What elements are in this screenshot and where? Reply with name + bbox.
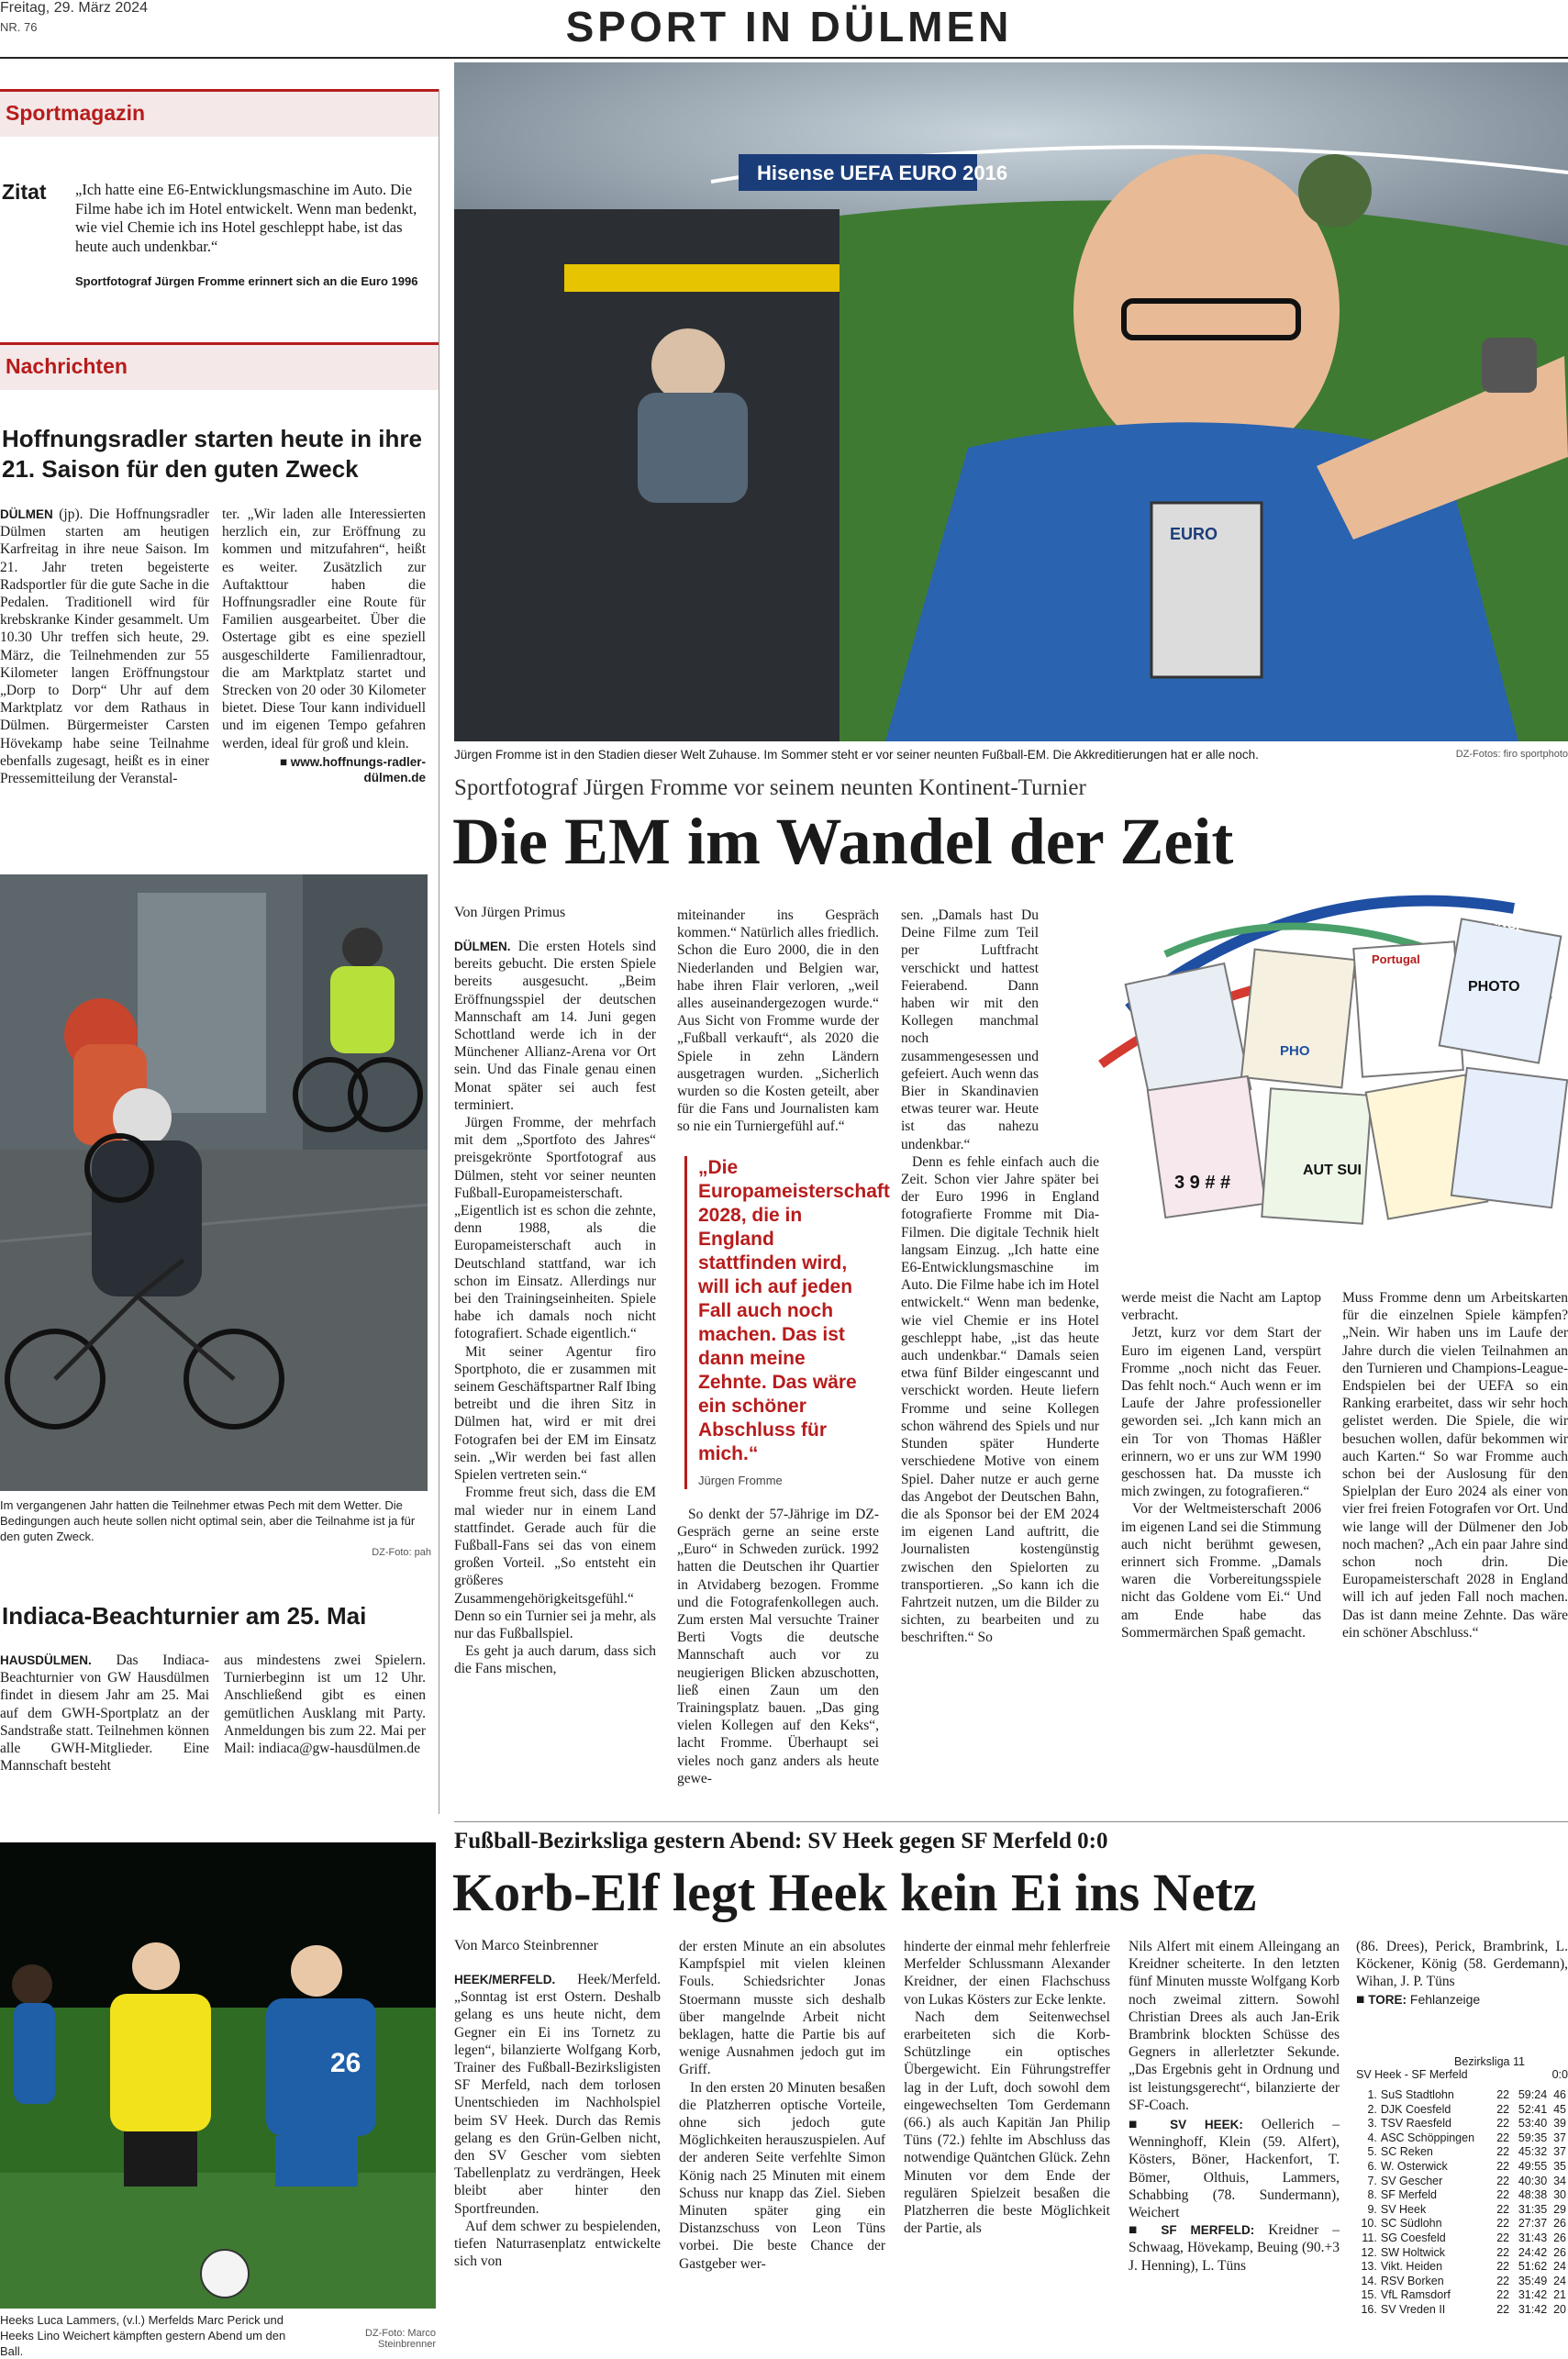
- em-text4c: Vor der Weltmeisterschaft 2006 im eigenen Land sei die Stimmung auch nicht berühmt gewesen, erinnert sich Fromme. „Damals waren die Vorbereitungsspiele nicht das Goldene vom Ei.“ Und am Ende habe das Sommermärchen Spaß gemacht.: [1121, 1501, 1321, 1641]
- standings-table: [1356, 2088, 1568, 2318]
- standings-team: TSV Raesfeld: [1380, 2117, 1451, 2131]
- standings-pos: 2.: [1367, 2102, 1377, 2116]
- standings-games: 22: [1496, 2231, 1510, 2244]
- standings-games: 22: [1496, 2245, 1510, 2259]
- standings-team: W. Osterwick: [1380, 2159, 1448, 2173]
- table-row: [1356, 2260, 1568, 2275]
- standings-team: DJK Coesfeld: [1380, 2102, 1451, 2116]
- standings-pts: 29: [1553, 2202, 1566, 2216]
- table-row: [1356, 2088, 1568, 2103]
- heek-dateline: HEEK/MERFELD.: [454, 1973, 556, 1986]
- standings-pos: 1.: [1367, 2088, 1377, 2101]
- soccer-photo: [0, 1842, 436, 2309]
- pull-quote-attribution: Jürgen Fromme: [698, 1473, 783, 1487]
- standings-pts: 26: [1553, 2231, 1566, 2244]
- standings-goals: 59:24: [1518, 2088, 1548, 2101]
- standings-goals: 48:38: [1518, 2188, 1548, 2202]
- pull-quote: „Die Europameisterschaft 2028, die in England stattfinden wird, will ich auf jeden Fall auch noch machen. Das ist dann meine Zehnte. Das wäre ein schöner Abschluss für mich.“: [698, 1156, 890, 1464]
- em-col3: [901, 907, 1099, 1647]
- indiaca-text2: aus mindestens zwei Spielern. Turnierbeginn ist um 12 Uhr. Anschließend gibt es einen gemütlichen Ausklang mit Party. Anmeldungen bis zum 22. Mai per Mail: indiaca@gw-hausdülmen.de: [224, 1652, 426, 1757]
- standings-pts: 45: [1553, 2102, 1566, 2116]
- lineup-heek-lead: SV HEEK:: [1170, 2118, 1243, 2132]
- em-text5: Muss Fromme denn um Arbeitskarten für die einzelnen Spiele kämpfen? „Nein. Wir haben uns im Laufe der Jahre durch die vielen Teilnahmen an den Turnieren und Champions-League-Endspielen bei der UEFA so ein Ranking erarbeitet, dass wir sehr hoch gelistet werden. Die Spiele, die wir besuchen wollen, dafür bekommen wir auch Karten.“ So war Fromme auch schon bei der Auslosung für den Spielplan der Euro 2024 als einer von vier frei freien Fotografen vor Ort. Und wie lange will der Dülmener den Job noch machen? „Ach ein paar Jahre sind schon noch drin. Die Europameisterschaft 2028 in England will ich auf jeden Fall noch machen. Das ist dann meine Zehnte. Das wäre ein schöner Abschluss.“: [1342, 1290, 1568, 1641]
- standings-team: SV Gescher: [1380, 2174, 1443, 2187]
- heek-text2: der ersten Minute an ein absolutes Kampfspiel mit vielen kleinen Fouls. Schiedsrichter Jonas Stoermann musste sich deshalb über mangelnde Arbeit nicht beklagen, hatte die Partie bis auf wenige Ausnahmen jedoch gut im Griff.: [679, 1939, 885, 2078]
- standings-team: VfL Ramsdorf: [1380, 2288, 1451, 2302]
- zitat-attribution: Sportfotograf Jürgen Fromme erinnert sich an die Euro 1996: [75, 274, 418, 288]
- standings-pts: 20: [1553, 2302, 1566, 2316]
- standings-match: SV Heek - SF Merfeld: [1356, 2068, 1468, 2081]
- heek-col2: [679, 1938, 885, 2273]
- standings-team: SC Südlohn: [1380, 2217, 1442, 2231]
- standings-games: 22: [1496, 2174, 1510, 2187]
- stadium-credit: DZ-Fotos: firo sportphoto: [1455, 749, 1568, 760]
- standings-team: RSV Borken: [1380, 2274, 1444, 2287]
- standings-team: SG Coesfeld: [1380, 2231, 1446, 2244]
- em-text4a: werde meist die Nacht am Laptop verbracht.: [1121, 1290, 1321, 1324]
- accreditations-illustration: [1083, 872, 1568, 1285]
- standings-pts: 24: [1553, 2274, 1566, 2287]
- masthead-date: Freitag, 29. März 2024: [0, 0, 148, 16]
- stadium-caption: Jürgen Fromme ist in den Stadien dieser Welt Zuhause. Im Sommer steht er vor seiner neunten Fußball-EM. Die Akkreditierungen hat er alle noch.: [454, 748, 1259, 762]
- zitat-label: Zitat: [2, 180, 47, 204]
- standings-games: 22: [1496, 2102, 1510, 2116]
- heek-text1b: Auf dem schwer zu bespielenden, tiefen Naturrasenplatz entwickelte sich von: [454, 2218, 661, 2270]
- standings-pts: 37: [1553, 2145, 1566, 2159]
- zitat-quote: „Ich hatte eine E6-Entwicklungsmaschine im Auto. Die Filme habe ich im Hotel entwickelt. Wenn man bedenkt, wie viel Chemie ich ins Hotel geschleppt habe, ist das heute auch undenkbar.“: [75, 181, 417, 255]
- table-row: [1356, 2275, 1568, 2289]
- standings-games: 22: [1496, 2188, 1510, 2202]
- standings-team: ASC Schöppingen: [1380, 2131, 1475, 2144]
- standings-pts: 35: [1553, 2159, 1566, 2173]
- accreditations-photo: [1083, 872, 1568, 1285]
- em-byline: Von Jürgen Primus: [454, 905, 566, 920]
- standings-pts: 39: [1553, 2117, 1566, 2131]
- standings-pts: 34: [1553, 2174, 1566, 2187]
- em-headline: Die EM im Wandel der Zeit: [452, 805, 1234, 878]
- heek-text2b: In den ersten 20 Minuten besaßen die Platzherren optische Vorteile, ohne sich jedoch gute Möglichkeiten herauszuspielen. Auf der anderen Seite verfehlte Simon König nach 25 Minuten mit einem Schuss nur knapp das Ziel. Sieben Minuten später ging ein Distanzschuss von Leon Tüns vorbei. Die beste Chance der Gastgeber wer-: [679, 2079, 885, 2272]
- heek-col5: (86. Drees), Perick, Brambrink, L. Köckener, König (58. Gerdemann), Wihan, J. P. Tüns ■ TORE: Fehlanzeige: [1356, 1939, 1568, 2008]
- heek-headline: Korb-Elf legt Heek kein Ei ins Netz: [452, 1863, 1257, 1922]
- heek-text4: Nils Alfert mit einem Alleingang an Kreidner scheiterte. In den letzten fünf Minuten musste Wolfgang Korb noch zweimal zittern. Sowohl Christian Drees als auch Jan-Erik Brambrink blockten Schüsse des Gegners in allerletzter Sekunde. „Das Ergebnis geht in Ordnung und ist leistungsgerecht“, bilanzierte der SF-Coach.: [1129, 1939, 1340, 2113]
- table-row: [1356, 2160, 1568, 2175]
- radler-text1: (jp). Die Hoffnungsradler Dülmen starten am heutigen Karfreitag in ihre neue Saison. Im 21. Jahr treten begeisterte Radsportler für die gute Sache in die Pedalen. Traditionell wird für krebskranke Kinder gesammelt. Um 10.30 Uhr treffen sich heute, 29. März, die Teilnehmenden zur 55 Kilometer langen Eröffnungstour „Dorp to Dorp“ Uhr auf dem Marktplatz vor dem Rathaus in Dülmen. Bürgermeister Carsten Hövekamp habe seine Teilnahme ebenfalls zugesagt, heißt es in einer Pressemitteilung der Veranstal-: [0, 506, 209, 787]
- standings-pos: 15.: [1361, 2288, 1377, 2302]
- heek-kicker: Fußball-Bezirksliga gestern Abend: SV Heek gegen SF Merfeld 0:0: [454, 1829, 1108, 1853]
- standings-games: 22: [1496, 2088, 1510, 2101]
- standings-goals: 51:62: [1518, 2260, 1548, 2274]
- em-text2: miteinander ins Gespräch kommen.“ Natürlich alles friedlich. Schon die Euro 2000, die in den Niederlanden und Belgien war, habe ihren Flair verloren, „weil alles auseinandergezogen wurde.“ Aus Sicht von Fromme wurde der „Fußball verkauft“, als 2020 die Spiele in zehn Ländern ausgetragen wurden. „Sicherlich wurden so die Kosten geteilt, aber für die Fans und Journalisten kam so nie ein Turniergefühl auf.“: [677, 907, 879, 1135]
- stadium-photo: [454, 62, 1568, 741]
- sportmagazin-label: Sportmagazin: [6, 101, 146, 125]
- standings-goals: 35:49: [1518, 2274, 1548, 2287]
- standings-pos: 11.: [1362, 2231, 1377, 2244]
- em-text3: sen. „Damals hast Du Deine Filme zum Teil per Luftfracht verschickt und hattest Feierabend. Dann haben wir mit den Kollegen manchmal noch zusammengesessen und gefeiert. Auch wenn das Bier in Skandinavien etwas teurer war. Heute ist das nahezu undenkbar.“: [901, 907, 1039, 1152]
- em-text1c: Mit seiner Agentur firo Sportphoto, die er zusammen mit seinem Geschäftspartner Ralf Ibing betreibt und die ihren Sitz in Dülmen hat, wird er mit drei Fotografen bei der EM im Einsatz sein. „Wir werden bei fast allen Spielen vertreten sein.“: [454, 1343, 656, 1484]
- standings-pts: 24: [1553, 2260, 1566, 2274]
- em-text1d: Fromme freut sich, dass die EM mal wieder nur in einem Land stattfindet. Gerade auch für die Fußball-Fans sei das von einem großen Vorteil. „So entsteht ein größeres Zusammengehörigkeitsgefühl.“ Denn so ein Turnier sei ja mehr, als nur das Fußballspiel.: [454, 1485, 656, 1641]
- badge-portugal-label: Portugal: [1372, 952, 1420, 966]
- em-text1: Die ersten Hotels sind bereits gebucht. Die ersten Spiele bereits ausgesucht. „Beim Eröffnungsspiel der deutschen Mannschaft am 14. Juni gegen Schottland werde ich in der Münchener Allianz-Arena vor Ort sein. Und das Finale genau einen Monat später sei auch fest terminiert.: [454, 939, 656, 1113]
- standings-goals: 27:37: [1518, 2217, 1548, 2231]
- standings-games: 22: [1496, 2260, 1510, 2274]
- soccer-caption: Heeks Luca Lammers, (v.l.) Merfelds Marc Perick und Heeks Lino Weichert kämpften gestern Abend um den Ball.: [0, 2313, 286, 2358]
- nachrichten-bar: [0, 342, 439, 390]
- standings-pos: 12.: [1361, 2245, 1377, 2259]
- standings-pos: 8.: [1367, 2188, 1377, 2202]
- standings-team: SuS Stadtlohn: [1380, 2088, 1454, 2101]
- em-kicker: Sportfotograf Jürgen Fromme vor seinem neunten Kontinent-Turnier: [454, 775, 1086, 800]
- table-row: [1356, 2303, 1568, 2318]
- badge-france-label: FRANCE: [1471, 907, 1527, 935]
- indiaca-col2: [224, 1652, 426, 1757]
- sportmagazin-bar: [0, 89, 439, 137]
- stadium-illustration: [454, 62, 1568, 741]
- heek-text3: hinderte der einmal mehr fehlerfreie Merfelder Schlussmann Alexander Kreidner, der einen Flachschuss von Lukas Kösters zur Ecke lenkte.: [904, 1939, 1110, 2008]
- standings-goals: 24:42: [1518, 2245, 1548, 2259]
- table-row: [1356, 2117, 1568, 2131]
- radler-link[interactable]: www.hoffnungs-radler-dülmen.de: [290, 754, 426, 784]
- radler-text2: ter. „Wir laden alle Interessierten herzlich ein, zur Eröffnung zu kommen und mitzufahren“, heißt es weiter. Zusätzlich zur Auftakttour haben die Hoffnungsradler eine Route für Familien ausgearbeitet. Über die Ostertage gibt es eine speziell ausgeschilderte Familienradtour, die am Marktplatz startet und Strecken von 20 oder 30 Kilometer bietet. Diese Tour kann individuell und im eigenen Tempo gefahren werden, ideal für groß und klein.: [222, 506, 426, 751]
- table-row: [1356, 2203, 1568, 2218]
- standings-pts: 21: [1553, 2288, 1566, 2302]
- table-row: [1356, 2288, 1568, 2303]
- em-col5: [1342, 1289, 1568, 1641]
- table-row: [1356, 2175, 1568, 2189]
- radler-col2: ter. „Wir laden alle Interessierten herzlich ein, zur Eröffnung zu kommen und mitzufahren“, heißt es weiter. Zusätzlich zur Auftakttour haben die Hoffnungsradler eine Route für Familien ausgearbeitet. Über die Ostertage gibt es eine speziell ausgeschilderte Familienradtour, die am Marktplatz startet und Strecken von 20 oder 30 Kilometer bietet. Diese Tour kann individuell und im eigenen Tempo gefahren werden, ideal für groß und klein. ■ www.hoffnungs-radler-dülmen.de: [222, 506, 426, 784]
- heek-divider: [454, 1821, 1568, 1822]
- svg-text:EURO: EURO: [1170, 525, 1218, 543]
- lineup-merfeld: Kreidner – Schwaag, Hövekamp, Beuing (90.+3 J. Henning), L. Tüns: [1129, 2222, 1340, 2274]
- em-text2b: So denkt der 57-Jährige im DZ-Gespräch gerne an seine erste „Euro“ in Schweden zurück. 1992 hatten die Deutschen ihr Quartier in Atvidaberg bezogen. Fromme und die Fotografenkollegen auch. Zum ersten Mal versuchte Trainer Berti Vogts die deutsche Mannschaft auch vor zu neugierigen Blicken abzuschotten, ließ einen Zaun um den Trainingsplatz bauen. „Das ging vielen Kollegen auf den Keks“, lacht Fromme. Überhaupt sei vieles noch ganz anders als heute gewe-: [677, 1506, 879, 1786]
- indiaca-dateline: HAUSDÜLMEN.: [0, 1653, 92, 1667]
- standings-goals: 31:43: [1518, 2231, 1548, 2244]
- standings-team: SV Heek: [1380, 2202, 1427, 2216]
- standings-games: 22: [1496, 2302, 1510, 2316]
- badge-number-label: 3 9 # #: [1174, 1173, 1231, 1193]
- table-row: [1356, 2188, 1568, 2203]
- standings-goals: 53:40: [1518, 2117, 1548, 2131]
- radler-col1: [0, 506, 209, 787]
- standings-games: 22: [1496, 2202, 1510, 2216]
- radler-headline: Hoffnungsradler starten heute in ihre 21. Saison für den guten Zweck: [2, 425, 422, 483]
- standings-result: 0:0: [1551, 2068, 1568, 2081]
- heek-text1: Heek/Merfeld. „Sonntag ist erst Ostern. Deshalb gelang es uns heute nicht, dem Gegner ein Ei ins Tornetz zu legen“, bilanzierte Wolfgang Korb, Trainer des Fußball-Bezirksligisten SF Merfeld, nach dem torlosen Unentschieden im Nachholspiel beim SV Heek. Durch das Remis gelang es den Grün-Gelben nicht, den SV Gescher vom siebten Tabellenplatz zu verdrängen, Heek bleibt aber hinter den Sportfreunden.: [454, 1972, 661, 2217]
- cyclists-photo: [0, 874, 428, 1491]
- em-text1b: Jürgen Fromme, der mehrfach mit dem „Sportfoto des Jahres“ preisgekrönte Sportfotograf aus Dülmen, steht vor seiner neunten Fußball-Europameisterschaft. „Eigentlich ist es schon die zehnte, denn 1988, als die Europameisterschaft auch in Deutschland stattfand, war ich schon im Einsatz. Allerdings nur bei den Trainingseinheiten. Spiele habe ich damals noch nicht fotografiert. Schade eigentlich.“: [454, 1115, 656, 1342]
- standings-pos: 16.: [1361, 2302, 1377, 2316]
- standings-goals: 52:41: [1518, 2102, 1548, 2116]
- standings-pos: 13.: [1361, 2260, 1377, 2274]
- table-row: [1356, 2103, 1568, 2118]
- soccer-credit: DZ-Foto: Marco Steinbrenner: [364, 2328, 436, 2350]
- standings-goals: 40:30: [1518, 2174, 1548, 2187]
- standings-games: 22: [1496, 2159, 1510, 2173]
- em-col4: [1121, 1289, 1321, 1641]
- svg-text:26: 26: [330, 2048, 361, 2078]
- lineup-heek: Oellerich – Wenninghoff, Klein (59. Alfert), Kösters, Böner, Hackenfort, T. Bömer, Olthuis, Lammers, Schabbing (78. Sundermann), Weichert: [1129, 2117, 1340, 2221]
- standings-pts: 26: [1553, 2217, 1566, 2231]
- standings-team: SC Reken: [1380, 2145, 1433, 2159]
- standings-pos: 14.: [1361, 2274, 1377, 2287]
- standings-goals: 31:35: [1518, 2202, 1548, 2216]
- indiaca-text1: Das Indiaca-Beachturnier von GW Hausdülmen findet in diesem Jahr am 25. Mai auf dem GWH-Sportplatz an der Sandstraße statt. Teilnehmen können alle GWH-Mitglieder. Eine Mannschaft besteht: [0, 1652, 209, 1775]
- table-row: [1356, 2145, 1568, 2160]
- nachrichten-label: Nachrichten: [6, 354, 128, 378]
- tore-lead: TORE:: [1368, 1992, 1407, 2007]
- standings-pos: 3.: [1367, 2117, 1377, 2131]
- standings-games: 22: [1496, 2131, 1510, 2144]
- page-title: SPORT IN DÜLMEN: [565, 3, 1013, 50]
- masthead-issue: NR. 76: [0, 20, 38, 34]
- standings-pos: 4.: [1367, 2131, 1377, 2144]
- table-row: [1356, 2131, 1568, 2146]
- table-row: [1356, 2231, 1568, 2246]
- soccer-illustration: [0, 1842, 436, 2309]
- standings-pos: 9.: [1367, 2202, 1377, 2216]
- badge-pho-label: PHO: [1280, 1043, 1310, 1059]
- heek-col4: Nils Alfert mit einem Alleingang an Kreidner scheiterte. In den letzten fünf Minuten musste Wolfgang Korb noch zweimal zittern. Sowohl Christian Drees als auch Jan-Erik Brambrink blockten Schüsse des Gegners in allerletzter Sekunde. „Das Ergebnis geht in Ordnung und ist leistungsgerecht“, bilanzierte der SF-Coach. ■ SV HEEK: Oellerich – Wenninghoff, Klein (59. Alfert), Kösters, Böner, Hackenfort, T. Bömer, Olthuis, Lammers, Schabbing (78. Sundermann), Weichert ■ SF MERFELD: Kreidner – Schwaag, Hövekamp, Beuing (90.+3 J. Henning), L. Tüns: [1129, 1939, 1340, 2274]
- standings-team: SF Merfeld: [1380, 2188, 1438, 2202]
- standings-title: Bezirksliga 11: [1454, 2055, 1525, 2068]
- standings-pts: 26: [1553, 2245, 1566, 2259]
- indiaca-headline: Indiaca-Beachturnier am 25. Mai: [2, 1602, 367, 1630]
- standings-box: [1356, 2055, 1568, 2318]
- cyclists-caption: Im vergangenen Jahr hatten die Teilnehmer etwas Pech mit dem Wetter. Die Bedingungen auch heute sollen nicht optimal sein, aber die Teilnahme ist ja für den guten Zweck.: [0, 1498, 416, 1543]
- standings-goals: 49:55: [1518, 2159, 1548, 2173]
- standings-goals: 59:35: [1518, 2131, 1548, 2144]
- standings-pts: 37: [1553, 2131, 1566, 2144]
- lineup-merfeld-lead: SF MERFELD:: [1161, 2223, 1255, 2238]
- standings-goals: 31:42: [1518, 2288, 1548, 2302]
- standings-pts: 46: [1553, 2088, 1566, 2101]
- standings-goals: 31:42: [1518, 2302, 1548, 2316]
- standings-games: 22: [1496, 2117, 1510, 2131]
- badge-photo-label: PHOTO: [1468, 979, 1520, 995]
- standings-team: SW Holtwick: [1380, 2245, 1446, 2259]
- heek-text5: (86. Drees), Perick, Brambrink, L. Köckener, König (58. Gerdemann), Wihan, J. P. Tüns: [1356, 1939, 1568, 1990]
- em-dateline: DÜLMEN.: [454, 940, 511, 953]
- cyclists-credit: DZ-Foto: pah: [372, 1547, 431, 1558]
- standings-games: 22: [1496, 2288, 1510, 2302]
- tore-value: Fehlanzeige: [1409, 1991, 1481, 2007]
- radler-dateline: DÜLMEN: [0, 507, 53, 521]
- standings-goals: 45:32: [1518, 2145, 1548, 2159]
- em-text1e: Es geht ja auch darum, dass sich die Fans mischen,: [454, 1643, 656, 1677]
- standings-games: 22: [1496, 2274, 1510, 2287]
- standings-pos: 7.: [1367, 2174, 1377, 2187]
- badge-aut-sui-label: AUT SUI: [1303, 1163, 1362, 1178]
- indiaca-col1: [0, 1652, 209, 1775]
- em-text4b: Jetzt, kurz vor dem Start der Euro im eigenen Land, verspürt Fromme „noch nicht das Feuer. Das fehlt noch.“ Auch wenn er im Laufe der Jahre professioneller geworden sei. „Ich kann mich an ein Tor von Thomas Häßler erinnern, wo er uns zur WM 1990 geschossen hat. Da musste ich mich zwingen, zu fotografieren.“: [1121, 1325, 1321, 1500]
- standings-games: 22: [1496, 2145, 1510, 2159]
- table-row: [1356, 2217, 1568, 2231]
- standings-pos: 5.: [1367, 2145, 1377, 2159]
- em-col1: [454, 938, 656, 1678]
- svg-text:Hisense UEFA EURO 2016: Hisense UEFA EURO 2016: [757, 161, 1008, 184]
- cyclists-illustration: [0, 874, 428, 1491]
- standings-pos: 6.: [1367, 2159, 1377, 2173]
- em-col2: [677, 907, 890, 1787]
- standings-team: Vikt. Heiden: [1380, 2260, 1443, 2274]
- masthead-rule: [0, 57, 1568, 59]
- standings-team: SV Vreden II: [1380, 2302, 1446, 2316]
- table-row: [1356, 2246, 1568, 2261]
- em-text3b: Denn es fehle einfach auch die Zeit. Schon vier Jahre später bei der Euro 1996 in England fotografierte Fromme mit Dia-Filmen. Die digitale Technik hielt langsam Einzug. „Ich hatte eine E6-Entwicklungsmaschine im Auto. Die Filme habe ich im Hotel entwickelt.“ Wenn man bedenke, wie viel Chemie er ins Hotel geschleppt habe, „ist das heute auch undenkbar.“ Damals seien etwa fünf Bilder eingescannt und verschickt worden. Heute liefern Fromme und seine Kollegen schon während des Spiels und nur Stunden später Hunderte verschiedene Motive von einem Spiel. Daher nutze er auch gerne das Angebot der Deutschen Bahn, die als Sponsor bei der EM 2024 im eigenen Land auftritt, die Journalisten kostengünstig zwischen den Spielorten zu transportieren. „So kann ich die Fahrtzeit nutzen, um die Bilder zu sichten, zu bearbeiten und zu beschriften.“ So: [901, 1153, 1099, 1646]
- standings-pos: 10.: [1361, 2217, 1377, 2231]
- heek-col1: [454, 1971, 661, 2270]
- heek-col3: [904, 1938, 1110, 2237]
- heek-text3b: Nach dem Seitenwechsel erarbeiteten sich die Korb-Schützlinge ein optisches Übergewicht. Ein Führungstreffer lag in der Luft, doch sowohl dem eingewechselten Tom Gerdemann (66.) als auch Kapitän Jan Philip Tüns (72.) fehlte im Abschluss das notwendige Quäntchen Glück. Zehn Minuten vor dem Ende der regulären Spielzeit besaßen die Platzherren die beste Möglichkeit der Partie, als: [904, 2008, 1110, 2237]
- standings-pts: 30: [1553, 2188, 1566, 2202]
- heek-byline: Von Marco Steinbrenner: [454, 1938, 598, 1953]
- standings-games: 22: [1496, 2217, 1510, 2231]
